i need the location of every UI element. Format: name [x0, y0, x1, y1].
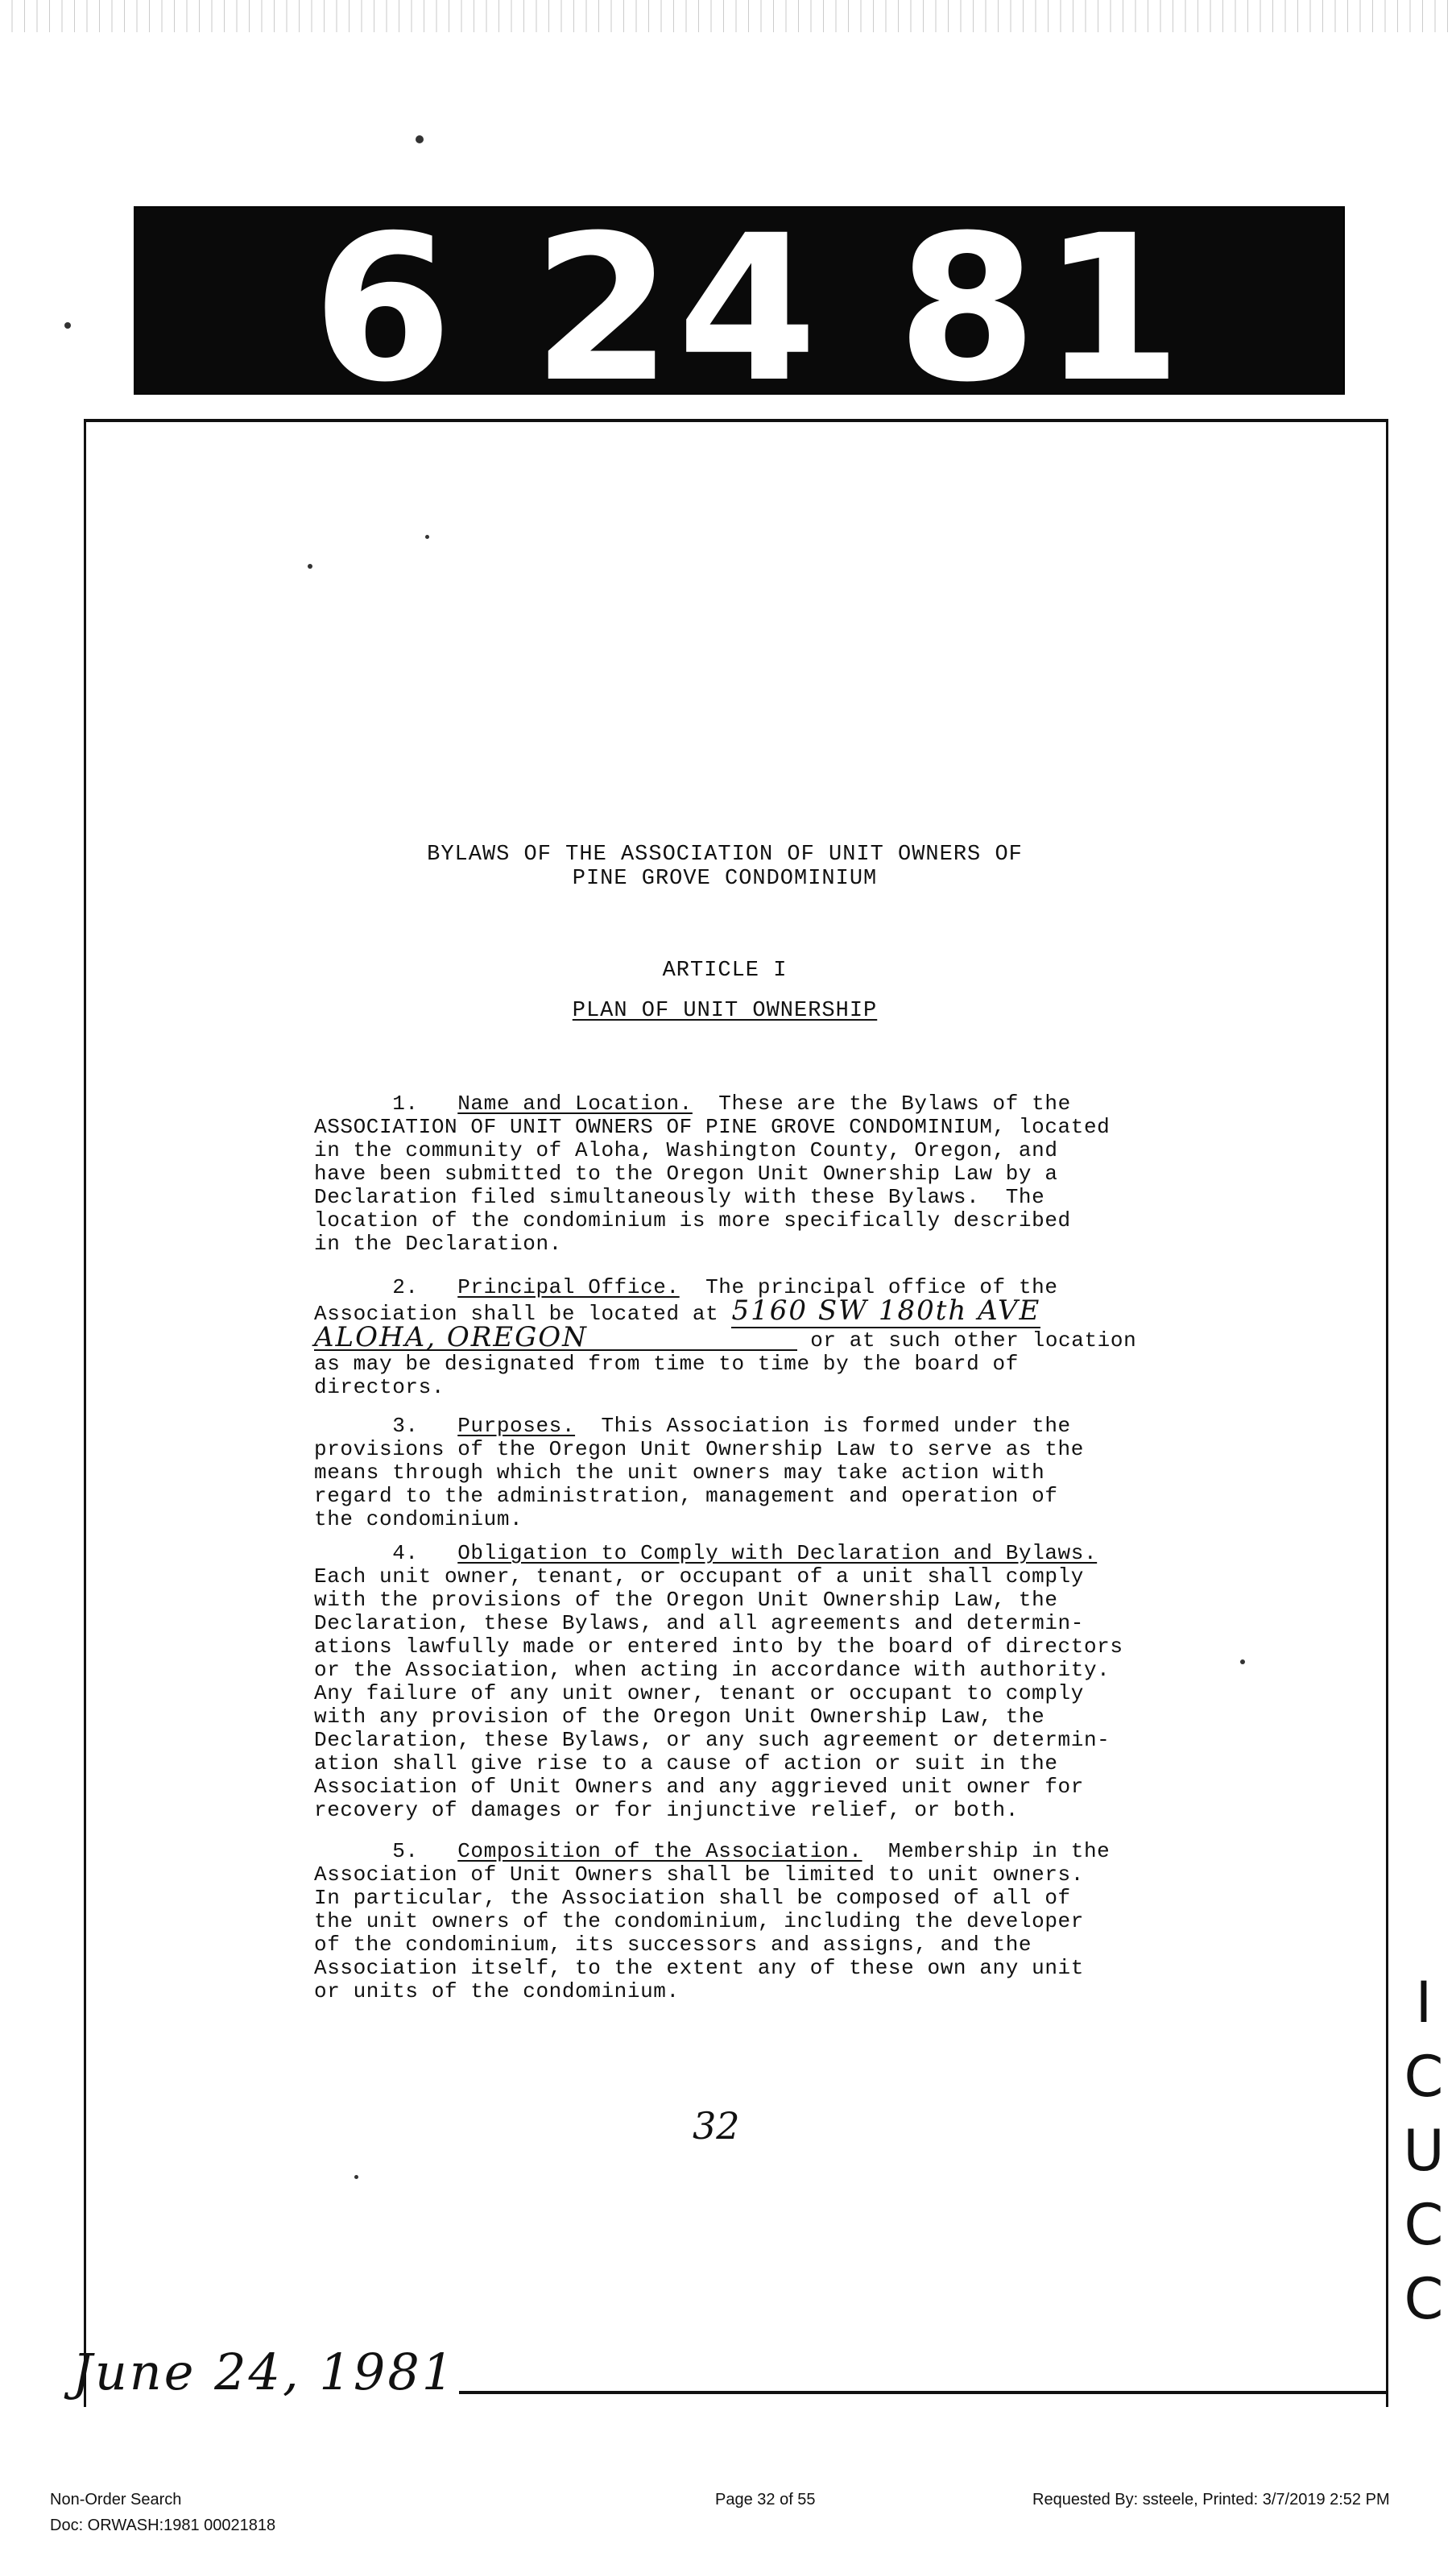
scan-speck [354, 2175, 358, 2179]
section-2-line: directors. [314, 1375, 445, 1399]
section-5-line: of the condominium, its successors and assigns, and the [314, 1933, 1032, 1957]
section-1-line: have been submitted to the Oregon Unit Ownership Law by a [314, 1162, 1058, 1186]
article-heading-text: PLAN OF UNIT OWNERSHIP [572, 999, 878, 1023]
section-3-line: the condominium. [314, 1507, 523, 1531]
section-4-line: Any failure of any unit owner, tenant or occupant to comply [314, 1681, 1084, 1705]
footer-requested-by: Requested By: ssteele, Printed: 3/7/2019 2:52 PM [1032, 2491, 1390, 2508]
section-4 [314, 1542, 1200, 1822]
article-heading [242, 999, 1208, 1023]
margin-mark: C [1404, 2266, 1444, 2332]
section-3-heading: Purposes. [457, 1414, 576, 1438]
section-5 [314, 1840, 1200, 2003]
article-number: ARTICLE I [662, 959, 788, 983]
footer-page-indicator: Page 32 of 55 [715, 2491, 816, 2508]
frame-bottom-line [459, 2391, 1387, 2394]
footer-doc-id: Doc: ORWASH:1981 00021818 [50, 2517, 276, 2534]
section-5-line: Association of Unit Owners shall be limited to unit owners. [314, 1862, 1084, 1887]
section-1-line: in the community of Aloha, Washington County, Oregon, and [314, 1138, 1058, 1162]
section-2-heading: Principal Office. [457, 1275, 680, 1299]
section-3-line: regard to the administration, management and operation of [314, 1484, 1058, 1508]
section-3-number: 3. [392, 1414, 419, 1438]
section-4-line: Declaration, these Bylaws, or any such agreement or determin- [314, 1728, 1111, 1752]
margin-mark: C [1404, 2044, 1444, 2110]
title-line-1: BYLAWS OF THE ASSOCIATION OF UNIT OWNERS OF [427, 843, 1023, 867]
recording-date-stamp [134, 206, 1345, 395]
section-3 [314, 1415, 1200, 1531]
section-3-line: provisions of the Oregon Unit Ownership Law to serve as the [314, 1437, 1084, 1461]
section-5-line: In particular, the Association shall be composed of all of [314, 1886, 1071, 1910]
handwritten-address: 5160 SW 180th AVE [731, 1295, 1041, 1327]
section-1-line: These are the Bylaws of the [718, 1092, 1071, 1116]
section-2-lead: The principal office of the [705, 1275, 1058, 1299]
section-4-line: Declaration, these Bylaws, and all agreements and determin- [314, 1611, 1084, 1635]
section-1-line: ASSOCIATION OF UNIT OWNERS OF PINE GROVE CONDOMINIUM, located [314, 1115, 1111, 1139]
title-line-2: PINE GROVE CONDOMINIUM [572, 867, 878, 891]
section-4-heading: Obligation to Comply with Declaration and Bylaws. [457, 1541, 1098, 1565]
section-1 [314, 1092, 1200, 1256]
section-1-heading: Name and Location. [457, 1092, 693, 1116]
section-5-line: or units of the condominium. [314, 1979, 680, 2003]
section-5-line: the unit owners of the condominium, including the developer [314, 1909, 1084, 1933]
section-3-line: This Association is formed under the [601, 1414, 1071, 1438]
section-2-line: as may be designated from time to time by the board of [314, 1352, 1019, 1376]
section-2-number: 2. [392, 1275, 419, 1299]
section-4-line: ation shall give rise to a cause of action or suit in the [314, 1751, 1058, 1775]
margin-mark: C [1404, 2192, 1444, 2258]
section-1-number: 1. [392, 1092, 419, 1116]
section-4-line: Each unit owner, tenant, or occupant of a unit shall comply [314, 1564, 1084, 1589]
margin-mark: I [1415, 1970, 1433, 2036]
document-title [242, 843, 1208, 891]
handwritten-date: June 24, 1981 [72, 2343, 457, 2401]
section-1-line: in the Declaration. [314, 1232, 562, 1256]
section-5-heading: Composition of the Association. [457, 1839, 862, 1863]
section-1-line: Declaration filed simultaneously with these Bylaws. The [314, 1185, 1045, 1209]
footer-search-label: Non-Order Search [50, 2491, 182, 2508]
margin-mark: U [1403, 2118, 1445, 2184]
section-2-line2: Association shall be located at [314, 1302, 719, 1326]
section-4-line: with any provision of the Oregon Unit Ownership Law, the [314, 1705, 1045, 1729]
section-3-line: means through which the unit owners may take action with [314, 1460, 1045, 1485]
margin-marks [1400, 1966, 1448, 2336]
scan-speck [64, 322, 71, 329]
section-4-line: ations lawfully made or entered into by the board of directors [314, 1634, 1123, 1659]
section-4-line: with the provisions of the Oregon Unit Ownership Law, the [314, 1588, 1058, 1612]
section-5-line: Association itself, to the extent any of these own any unit [314, 1956, 1084, 1980]
section-4-line: or the Association, when acting in accordance with authority. [314, 1658, 1111, 1682]
stamp-text: 6 24 81 [312, 206, 1187, 395]
handwritten-city: ALOHA, OREGON [314, 1326, 797, 1351]
scan-speck [1240, 1659, 1245, 1664]
scan-speck [308, 564, 312, 569]
section-2 [314, 1276, 1200, 1399]
section-1-line: location of the condominium is more specifically described [314, 1208, 1071, 1232]
scan-speck [416, 135, 424, 143]
section-4-line: Association of Unit Owners and any aggrieved unit owner for [314, 1775, 1084, 1799]
section-2-line3-rest: or at such other location [810, 1328, 1137, 1353]
section-4-line: recovery of damages or for injunctive relief, or both. [314, 1798, 1019, 1822]
scan-artifact-top [0, 0, 1456, 32]
section-4-number: 4. [392, 1541, 419, 1565]
scan-speck [425, 535, 429, 539]
section-5-number: 5. [392, 1839, 419, 1863]
section-5-line: Membership in the [887, 1839, 1111, 1863]
handwritten-page-number: 32 [693, 2104, 740, 2148]
